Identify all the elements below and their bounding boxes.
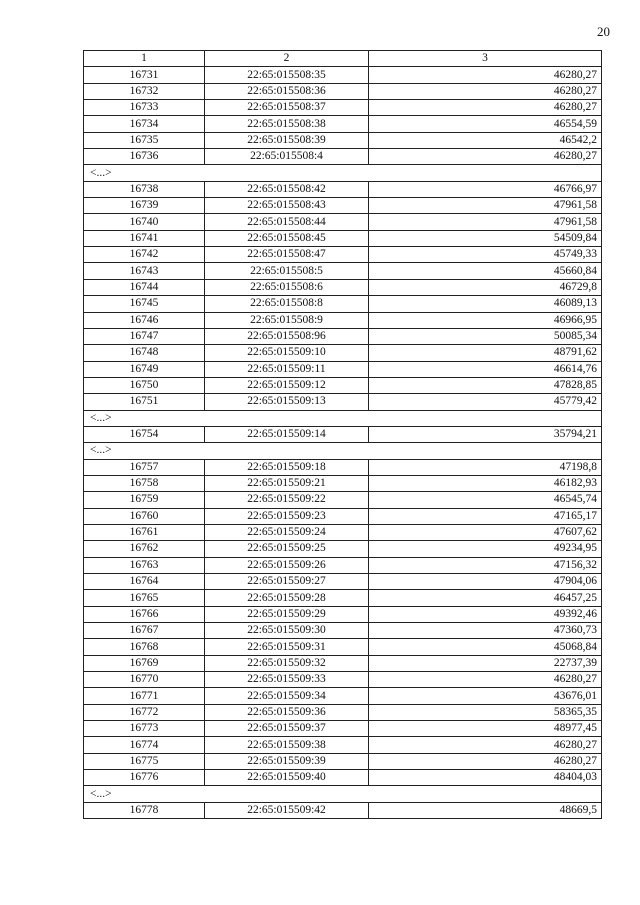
value-cell: 46280,27 (369, 67, 602, 83)
cadastral-number-cell: 22:65:015509:13 (205, 394, 369, 410)
table-row (84, 214, 602, 230)
cadastral-number-cell: 22:65:015508:35 (205, 67, 369, 83)
row-number-cell: 16744 (84, 279, 205, 295)
ellipsis-marker: <...> (84, 165, 602, 181)
row-number-cell: 16757 (84, 459, 205, 475)
cadastral-number-cell: 22:65:015509:40 (205, 770, 369, 786)
table-row (84, 132, 602, 148)
table-row (84, 394, 602, 410)
table-row (84, 279, 602, 295)
table-row (84, 198, 602, 214)
cadastral-number-cell: 22:65:015509:26 (205, 557, 369, 573)
value-cell: 54509,84 (369, 230, 602, 246)
cadastral-number-cell: 22:65:015509:30 (205, 623, 369, 639)
cadastral-number-cell: 22:65:015508:37 (205, 100, 369, 116)
table-row (84, 426, 602, 442)
table-row (84, 557, 602, 573)
table-row (84, 149, 602, 165)
table-row (84, 459, 602, 475)
cadastral-number-cell: 22:65:015508:45 (205, 230, 369, 246)
value-cell: 49392,46 (369, 606, 602, 622)
cadastral-number-cell: 22:65:015508:96 (205, 328, 369, 344)
table-row (84, 704, 602, 720)
table-row (84, 328, 602, 344)
value-cell: 48977,45 (369, 721, 602, 737)
row-number-cell: 16776 (84, 770, 205, 786)
table-row (84, 606, 602, 622)
table-row (84, 116, 602, 132)
value-cell: 43676,01 (369, 688, 602, 704)
column-header-3: 3 (369, 51, 602, 67)
value-cell: 48404,03 (369, 770, 602, 786)
cadastral-number-cell: 22:65:015508:47 (205, 247, 369, 263)
row-number-cell: 16766 (84, 606, 205, 622)
value-cell: 45779,42 (369, 394, 602, 410)
row-number-cell: 16746 (84, 312, 205, 328)
table-row (84, 67, 602, 83)
table-row (84, 721, 602, 737)
value-cell: 46966,95 (369, 312, 602, 328)
table-row (84, 181, 602, 197)
row-number-cell: 16733 (84, 100, 205, 116)
cadastral-number-cell: 22:65:015509:21 (205, 475, 369, 491)
ellipsis-row (84, 410, 602, 426)
cadastral-number-cell: 22:65:015509:31 (205, 639, 369, 655)
cadastral-number-cell: 22:65:015509:23 (205, 508, 369, 524)
row-number-cell: 16735 (84, 132, 205, 148)
row-number-cell: 16769 (84, 655, 205, 671)
value-cell: 46766,97 (369, 181, 602, 197)
cadastral-number-cell: 22:65:015509:27 (205, 574, 369, 590)
row-number-cell: 16762 (84, 541, 205, 557)
page-number: 20 (597, 24, 610, 39)
cadastral-number-cell: 22:65:015508:44 (205, 214, 369, 230)
row-number-cell: 16743 (84, 263, 205, 279)
table-row (84, 475, 602, 491)
cadastral-number-cell: 22:65:015508:4 (205, 149, 369, 165)
value-cell: 46280,27 (369, 83, 602, 99)
table-row (84, 672, 602, 688)
data-table (83, 50, 602, 819)
row-number-cell: 16761 (84, 524, 205, 540)
row-number-cell: 16750 (84, 377, 205, 393)
row-number-cell: 16749 (84, 361, 205, 377)
row-number-cell: 16772 (84, 704, 205, 720)
table-row (84, 655, 602, 671)
cadastral-number-cell: 22:65:015509:39 (205, 753, 369, 769)
ellipsis-row (84, 786, 602, 802)
cadastral-number-cell: 22:65:015509:12 (205, 377, 369, 393)
cadastral-number-cell: 22:65:015509:33 (205, 672, 369, 688)
value-cell: 46280,27 (369, 737, 602, 753)
cadastral-number-cell: 22:65:015509:18 (205, 459, 369, 475)
value-cell: 45660,84 (369, 263, 602, 279)
row-number-cell: 16742 (84, 247, 205, 263)
cadastral-number-cell: 22:65:015508:9 (205, 312, 369, 328)
table-row (84, 247, 602, 263)
row-number-cell: 16775 (84, 753, 205, 769)
table-row (84, 230, 602, 246)
ellipsis-marker: <...> (84, 786, 602, 802)
row-number-cell: 16758 (84, 475, 205, 491)
value-cell: 50085,34 (369, 328, 602, 344)
column-header-2: 2 (205, 51, 369, 67)
cadastral-number-cell: 22:65:015508:42 (205, 181, 369, 197)
ellipsis-marker: <...> (84, 443, 602, 459)
table-row (84, 623, 602, 639)
ellipsis-row (84, 165, 602, 181)
cadastral-number-cell: 22:65:015509:24 (205, 524, 369, 540)
table-row (84, 508, 602, 524)
cadastral-number-cell: 22:65:015509:11 (205, 361, 369, 377)
cadastral-number-cell: 22:65:015508:43 (205, 198, 369, 214)
row-number-cell: 16760 (84, 508, 205, 524)
row-number-cell: 16778 (84, 802, 205, 818)
value-cell: 47961,58 (369, 198, 602, 214)
table-header-row (84, 51, 602, 67)
value-cell: 47961,58 (369, 214, 602, 230)
table-row (84, 377, 602, 393)
cadastral-number-cell: 22:65:015509:42 (205, 802, 369, 818)
value-cell: 47198,8 (369, 459, 602, 475)
value-cell: 49234,95 (369, 541, 602, 557)
value-cell: 47904,06 (369, 574, 602, 590)
row-number-cell: 16738 (84, 181, 205, 197)
value-cell: 46729,8 (369, 279, 602, 295)
column-header-1: 1 (84, 51, 205, 67)
table-row (84, 524, 602, 540)
cadastral-number-cell: 22:65:015509:28 (205, 590, 369, 606)
cadastral-number-cell: 22:65:015508:36 (205, 83, 369, 99)
cadastral-number-cell: 22:65:015509:32 (205, 655, 369, 671)
value-cell: 46542,2 (369, 132, 602, 148)
cadastral-number-cell: 22:65:015509:29 (205, 606, 369, 622)
value-cell: 47360,73 (369, 623, 602, 639)
row-number-cell: 16747 (84, 328, 205, 344)
table-row (84, 639, 602, 655)
cadastral-number-cell: 22:65:015508:38 (205, 116, 369, 132)
row-number-cell: 16774 (84, 737, 205, 753)
row-number-cell: 16734 (84, 116, 205, 132)
row-number-cell: 16754 (84, 426, 205, 442)
row-number-cell: 16748 (84, 345, 205, 361)
row-number-cell: 16741 (84, 230, 205, 246)
table-row (84, 802, 602, 818)
row-number-cell: 16732 (84, 83, 205, 99)
value-cell: 46554,59 (369, 116, 602, 132)
row-number-cell: 16768 (84, 639, 205, 655)
cadastral-number-cell: 22:65:015509:36 (205, 704, 369, 720)
row-number-cell: 16739 (84, 198, 205, 214)
value-cell: 46280,27 (369, 149, 602, 165)
value-cell: 46280,27 (369, 753, 602, 769)
table-row (84, 590, 602, 606)
table-row (84, 263, 602, 279)
row-number-cell: 16773 (84, 721, 205, 737)
table-row (84, 83, 602, 99)
row-number-cell: 16767 (84, 623, 205, 639)
value-cell: 46280,27 (369, 672, 602, 688)
ellipsis-row (84, 443, 602, 459)
table-row (84, 492, 602, 508)
row-number-cell: 16759 (84, 492, 205, 508)
value-cell: 45749,33 (369, 247, 602, 263)
row-number-cell: 16764 (84, 574, 205, 590)
cadastral-number-cell: 22:65:015509:34 (205, 688, 369, 704)
table-row (84, 737, 602, 753)
value-cell: 47156,32 (369, 557, 602, 573)
table-row (84, 574, 602, 590)
value-cell: 35794,21 (369, 426, 602, 442)
value-cell: 46089,13 (369, 296, 602, 312)
value-cell: 46614,76 (369, 361, 602, 377)
table-row (84, 345, 602, 361)
table-row (84, 361, 602, 377)
row-number-cell: 16771 (84, 688, 205, 704)
cadastral-number-cell: 22:65:015508:8 (205, 296, 369, 312)
table-row (84, 541, 602, 557)
value-cell: 48669,5 (369, 802, 602, 818)
value-cell: 45068,84 (369, 639, 602, 655)
cadastral-number-cell: 22:65:015508:39 (205, 132, 369, 148)
row-number-cell: 16751 (84, 394, 205, 410)
cadastral-number-cell: 22:65:015509:10 (205, 345, 369, 361)
cadastral-number-cell: 22:65:015509:25 (205, 541, 369, 557)
value-cell: 46182,93 (369, 475, 602, 491)
value-cell: 48791,62 (369, 345, 602, 361)
value-cell: 47165,17 (369, 508, 602, 524)
row-number-cell: 16740 (84, 214, 205, 230)
table-row (84, 688, 602, 704)
row-number-cell: 16736 (84, 149, 205, 165)
value-cell: 46280,27 (369, 100, 602, 116)
value-cell: 47607,62 (369, 524, 602, 540)
value-cell: 22737,39 (369, 655, 602, 671)
cadastral-number-cell: 22:65:015509:22 (205, 492, 369, 508)
row-number-cell: 16763 (84, 557, 205, 573)
value-cell: 58365,35 (369, 704, 602, 720)
table-row (84, 753, 602, 769)
table-row (84, 100, 602, 116)
table-row (84, 770, 602, 786)
cadastral-number-cell: 22:65:015508:6 (205, 279, 369, 295)
cadastral-number-cell: 22:65:015509:14 (205, 426, 369, 442)
table-body (84, 67, 602, 819)
cadastral-number-cell: 22:65:015508:5 (205, 263, 369, 279)
table-row (84, 296, 602, 312)
row-number-cell: 16731 (84, 67, 205, 83)
row-number-cell: 16745 (84, 296, 205, 312)
table-row (84, 312, 602, 328)
value-cell: 46545,74 (369, 492, 602, 508)
row-number-cell: 16770 (84, 672, 205, 688)
cadastral-number-cell: 22:65:015509:38 (205, 737, 369, 753)
ellipsis-marker: <...> (84, 410, 602, 426)
value-cell: 46457,25 (369, 590, 602, 606)
row-number-cell: 16765 (84, 590, 205, 606)
cadastral-number-cell: 22:65:015509:37 (205, 721, 369, 737)
value-cell: 47828,85 (369, 377, 602, 393)
